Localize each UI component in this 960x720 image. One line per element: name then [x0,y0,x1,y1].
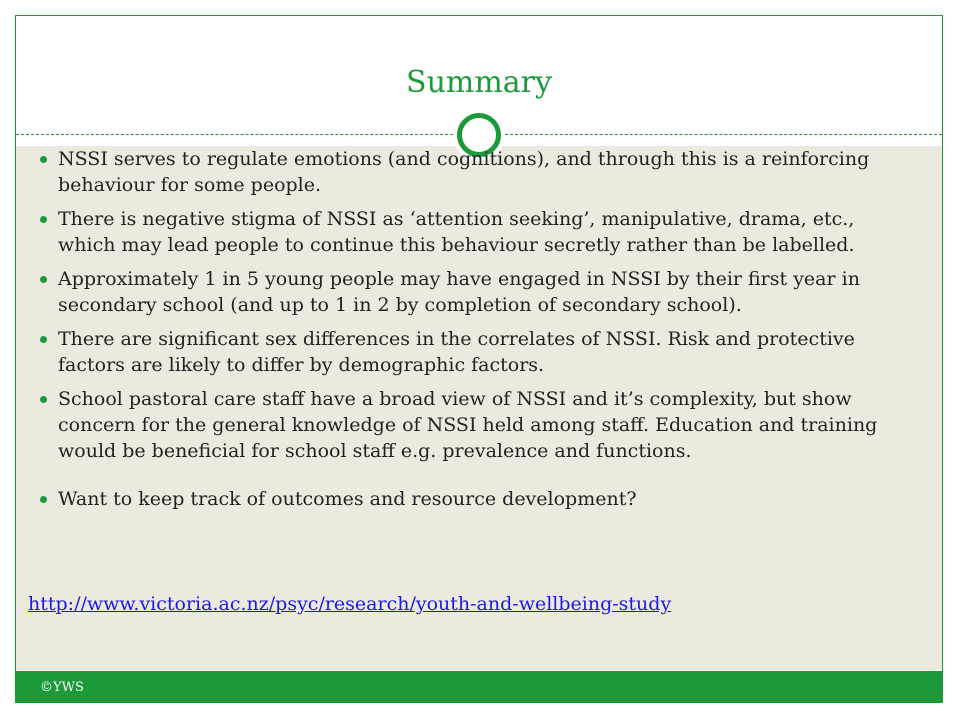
bullet-item [42,486,882,512]
bullet-item [42,266,882,318]
footer-copyright: ©YWS [40,680,84,695]
bullet-dot-icon [40,396,47,403]
bullet-list [42,146,882,520]
bullet-text: Want to keep track of outcomes and resource development? [58,488,637,510]
bullet-dot-icon [40,276,47,283]
bullet-dot-icon [40,156,47,163]
bullet-item [42,206,882,258]
bullet-text: There are significant sex differences in the correlates of NSSI. Risk and protective factors are likely to differ by demographic factors. [58,328,855,376]
bullet-text: School pastoral care staff have a broad view of NSSI and it’s complexity, but show concern for the general knowledge of NSSI held among staff. Education and training would be beneficial for school staff e.g. prevalence and functions. [58,388,878,462]
footer-bar [16,671,942,703]
bullet-text: There is negative stigma of NSSI as ‘attention seeking’, manipulative, drama, etc., which may lead people to continue this behaviour secretly rather than be labelled. [58,208,855,256]
bullet-item [42,146,882,198]
bullet-text: NSSI serves to regulate emotions (and cognitions), and through this is a reinforcing behaviour for some people. [58,148,870,196]
study-link[interactable]: http://www.victoria.ac.nz/psyc/research/youth-and-wellbeing-study [28,593,672,615]
bullet-item [42,326,882,378]
bullet-dot-icon [40,496,47,503]
bullet-dot-icon [40,216,47,223]
bullet-text: Approximately 1 in 5 young people may have engaged in NSSI by their first year in secondary school (and up to 1 in 2 by completion of secondary school). [58,268,860,316]
bullet-item [42,386,882,464]
slide-title: Summary [406,65,552,100]
bullet-dot-icon [40,336,47,343]
